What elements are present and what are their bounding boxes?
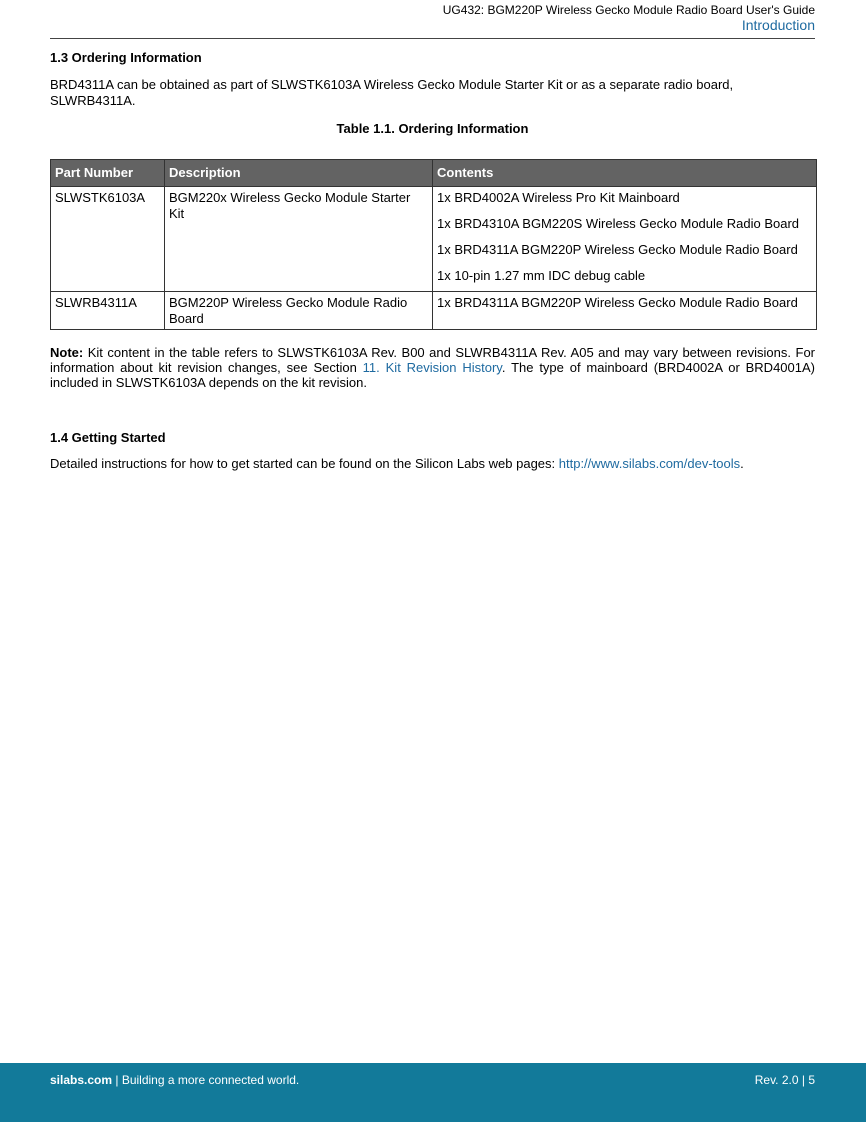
ordering-heading: 1.3 Ordering Information	[50, 50, 202, 65]
footer-tagline	[50, 1073, 299, 1087]
note-label: Note:	[50, 345, 84, 360]
note-text-end: . The type of mainboard (BRD4002A or BRD4001A) included in SLWSTK6103A depends on the kit revision.	[50, 360, 815, 390]
section-name: Introduction	[741, 17, 815, 33]
column-header: Description	[165, 160, 433, 187]
contents-cell: 1x BRD4002A Wireless Pro Kit Mainboard	[433, 187, 817, 214]
page-header	[50, 3, 815, 34]
getting-started-sentence: Detailed instructions for how to get started can be found on the Silicon Labs web pages:	[50, 456, 559, 471]
dev-tools-link[interactable]: http://www.silabs.com/dev-tools	[558, 456, 741, 471]
contents-cell: 1x BRD4310A BGM220S Wireless Gecko Module Radio Board	[433, 213, 817, 239]
part-number-cell: SLWRB4311A	[51, 292, 165, 330]
footer-site-link[interactable]: silabs.com	[50, 1073, 113, 1087]
contents-cell: 1x BRD4311A BGM220P Wireless Gecko Module Radio Board	[433, 239, 817, 265]
note-text: Kit content in the table refers to SLWSTK6103A Rev. B00 and SLWRB4311A Rev. A05 and may vary between revisions. For information about kit revision changes, see Section	[50, 345, 815, 375]
page-footer	[0, 1063, 866, 1122]
table-row	[51, 292, 817, 330]
column-header: Contents	[433, 160, 817, 187]
table-caption: Table 1.1. Ordering Information	[336, 121, 529, 136]
part-number-cell: SLWSTK6103A	[51, 187, 165, 292]
ordering-intro: BRD4311A can be obtained as part of SLWSTK6103A Wireless Gecko Module Starter Kit or as a separate radio board, SLWRB4311A.	[50, 77, 734, 108]
document-title: UG432: BGM220P Wireless Gecko Module Radio Board User's Guide	[442, 3, 815, 17]
header-divider	[50, 38, 815, 39]
ordering-table	[50, 159, 817, 330]
description-cell: BGM220P Wireless Gecko Module Radio Board	[165, 292, 433, 330]
table-row	[51, 187, 817, 214]
description-cell: BGM220x Wireless Gecko Module Starter Kit	[165, 187, 433, 292]
table-note	[50, 345, 815, 390]
getting-started-text	[50, 456, 815, 472]
kit-revision-history-link[interactable]: 11. Kit Revision History	[362, 360, 502, 375]
table-header-row	[51, 160, 817, 187]
getting-started-heading: 1.4 Getting Started	[50, 430, 166, 445]
footer-revision: Rev. 2.0 | 5	[754, 1073, 815, 1087]
column-header: Part Number	[51, 160, 165, 187]
getting-started-period: .	[740, 456, 744, 471]
contents-cell: 1x 10-pin 1.27 mm IDC debug cable	[433, 265, 817, 292]
contents-cell: 1x BRD4311A BGM220P Wireless Gecko Module Radio Board	[433, 292, 817, 330]
footer-tagline-text: | Building a more connected world.	[112, 1073, 300, 1087]
